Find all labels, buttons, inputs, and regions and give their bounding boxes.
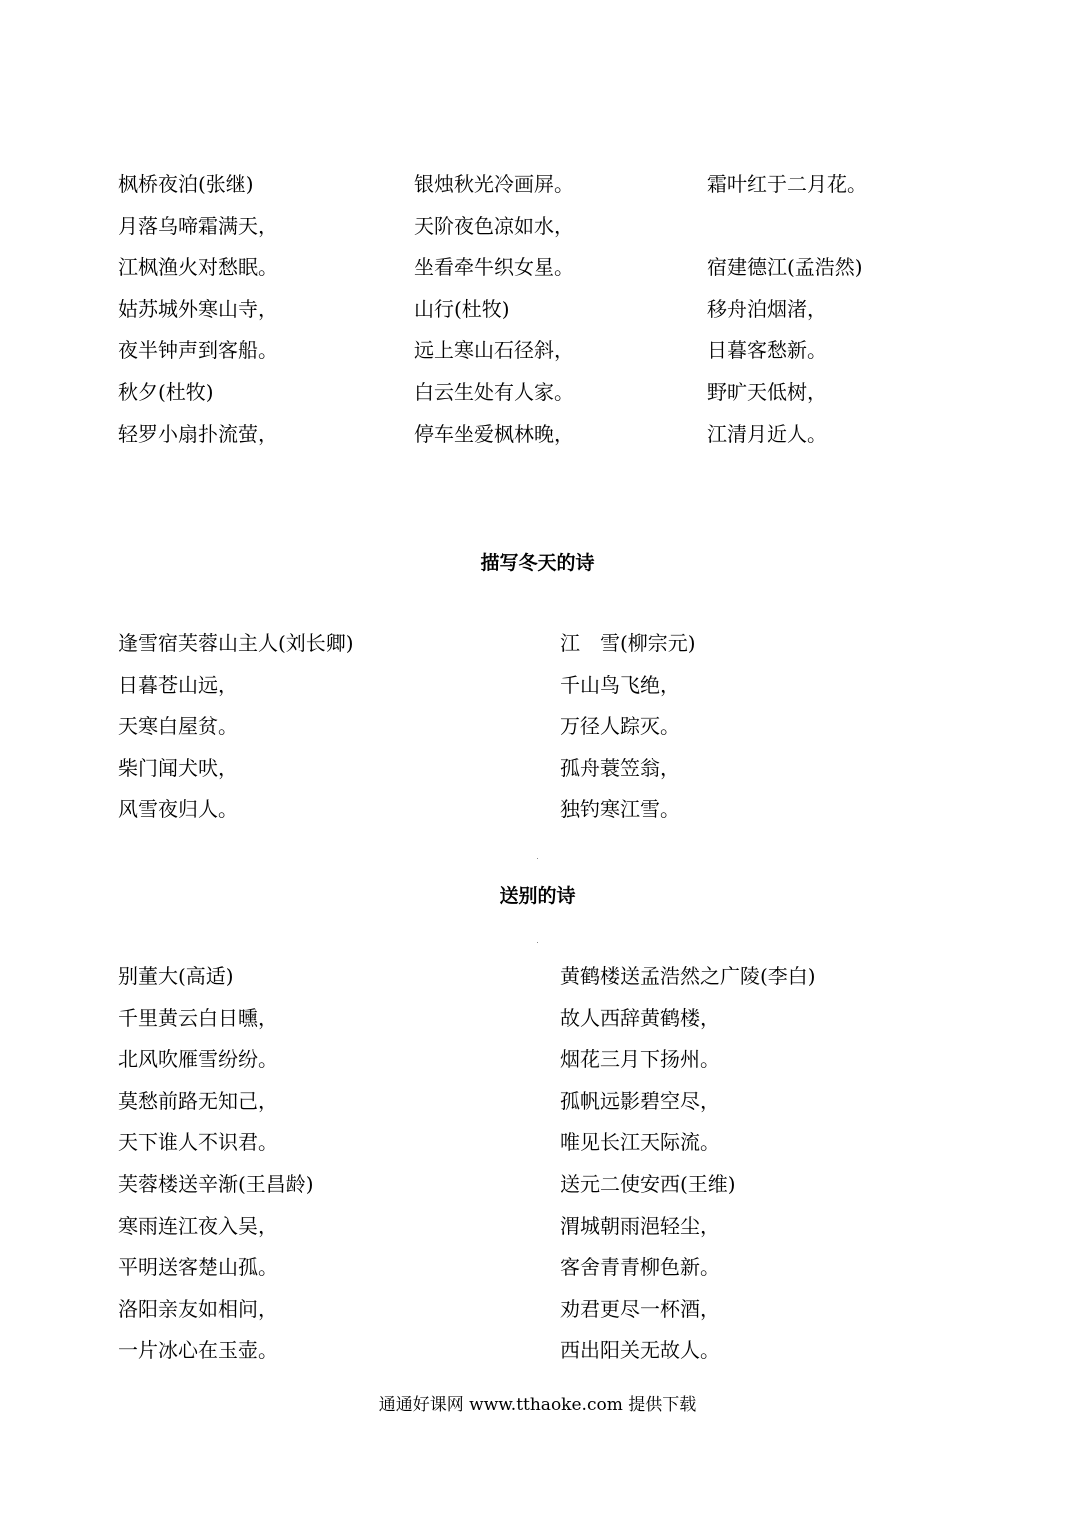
poem-line: 野旷天低树， [707,379,827,404]
poem-title: 黄鹤楼送孟浩然之广陵(李白) [560,964,816,988]
poem-line: 千里黄云白日曛， [118,1005,278,1030]
poem-line: 莫愁前路无知己， [118,1088,278,1113]
poem-line: 风雪夜归人。 [118,797,238,822]
poem-line: 北风吹雁雪纷纷。 [118,1047,278,1072]
poem-line: 洛阳亲友如相问， [118,1296,278,1321]
poem-line: 唯见长江天际流。 [560,1130,720,1155]
farewell-heading: 送别的诗 [499,885,576,907]
poem-line: 轻罗小扇扑流萤， [118,421,278,446]
farewell-col-left [118,956,314,1372]
poem-line: 天寒白屋贫。 [118,714,238,739]
poem-line: 停车坐爱枫林晚， [414,421,574,446]
poem-line: 孤帆远影碧空尽， [560,1088,720,1113]
poem-line: 劝君更尽一杯酒， [560,1296,720,1321]
poem-line: 故人西辞黄鹤楼， [560,1005,720,1030]
poem-line: 日暮客愁新。 [707,338,827,363]
poem-line: 夜半钟声到客船。 [118,338,278,363]
poem-line: 渭城朝雨浥轻尘， [560,1213,720,1238]
poem-line: 霜叶红于二月花。 [707,172,867,196]
poem-line: 天阶夜色凉如水， [414,213,574,238]
poem-line: 银烛秋光冷画屏。 [414,172,574,196]
blank-line [707,206,867,248]
autumn-col-3 [707,164,867,455]
poem-line: 万径人踪灭。 [560,714,680,739]
poem-title: 江 雪(柳宗元) [560,631,696,655]
poem-line: 独钓寒江雪。 [560,797,680,822]
poem-line: 天下谁人不识君。 [118,1130,278,1155]
poem-line: 白云生处有人家。 [414,379,574,404]
farewell-col-right [560,956,816,1372]
poem-line: 远上寒山石径斜， [414,338,574,363]
poem-line: 平明送客楚山孤。 [118,1255,278,1280]
poem-line: 姑苏城外寒山寺， [118,296,278,321]
poem-line: 月落乌啼霜满天， [118,213,278,238]
poem-line: 日暮苍山远， [118,672,238,697]
poem-line: 客舍青青柳色新。 [560,1255,720,1280]
poem-title: 别董大(高适) [118,964,234,988]
poem-line: 移舟泊烟渚， [707,296,827,321]
poem-line: 一片冰心在玉壶。 [118,1338,278,1363]
poem-line: 坐看牵牛织女星。 [414,255,574,280]
poem-line: 寒雨连江夜入吴， [118,1213,278,1238]
poem-line: 柴门闻犬吠， [118,755,238,780]
poem-line: 千山鸟飞绝， [560,672,680,697]
winter-heading: 描写冬天的诗 [480,552,595,574]
poem-title: 送元二使安西(王维) [560,1171,736,1196]
poem-title: 宿建德江(孟浩然) [707,255,863,280]
poem-title: 秋夕(杜牧) [118,379,214,404]
poem-line: 孤舟蓑笠翁， [560,755,680,780]
winter-col-left [118,623,354,831]
scan-speck [537,942,538,943]
poem-title: 枫桥夜泊(张继) [118,172,254,196]
poem-line: 西出阳关无故人。 [560,1338,720,1363]
autumn-col-2 [414,164,574,455]
page-footer: 通通好课网 www.tthaoke.com 提供下载 [378,1395,697,1415]
poem-title: 山行(杜牧) [414,296,510,321]
autumn-col-1 [118,164,278,455]
poem-title: 芙蓉楼送辛渐(王昌龄) [118,1171,314,1196]
poem-line: 烟花三月下扬州。 [560,1047,720,1072]
scan-speck [537,858,538,859]
winter-col-right [560,623,696,831]
poem-line: 江枫渔火对愁眠。 [118,255,278,280]
poem-line: 江清月近人。 [707,421,827,446]
poem-title: 逢雪宿芙蓉山主人(刘长卿) [118,631,354,655]
